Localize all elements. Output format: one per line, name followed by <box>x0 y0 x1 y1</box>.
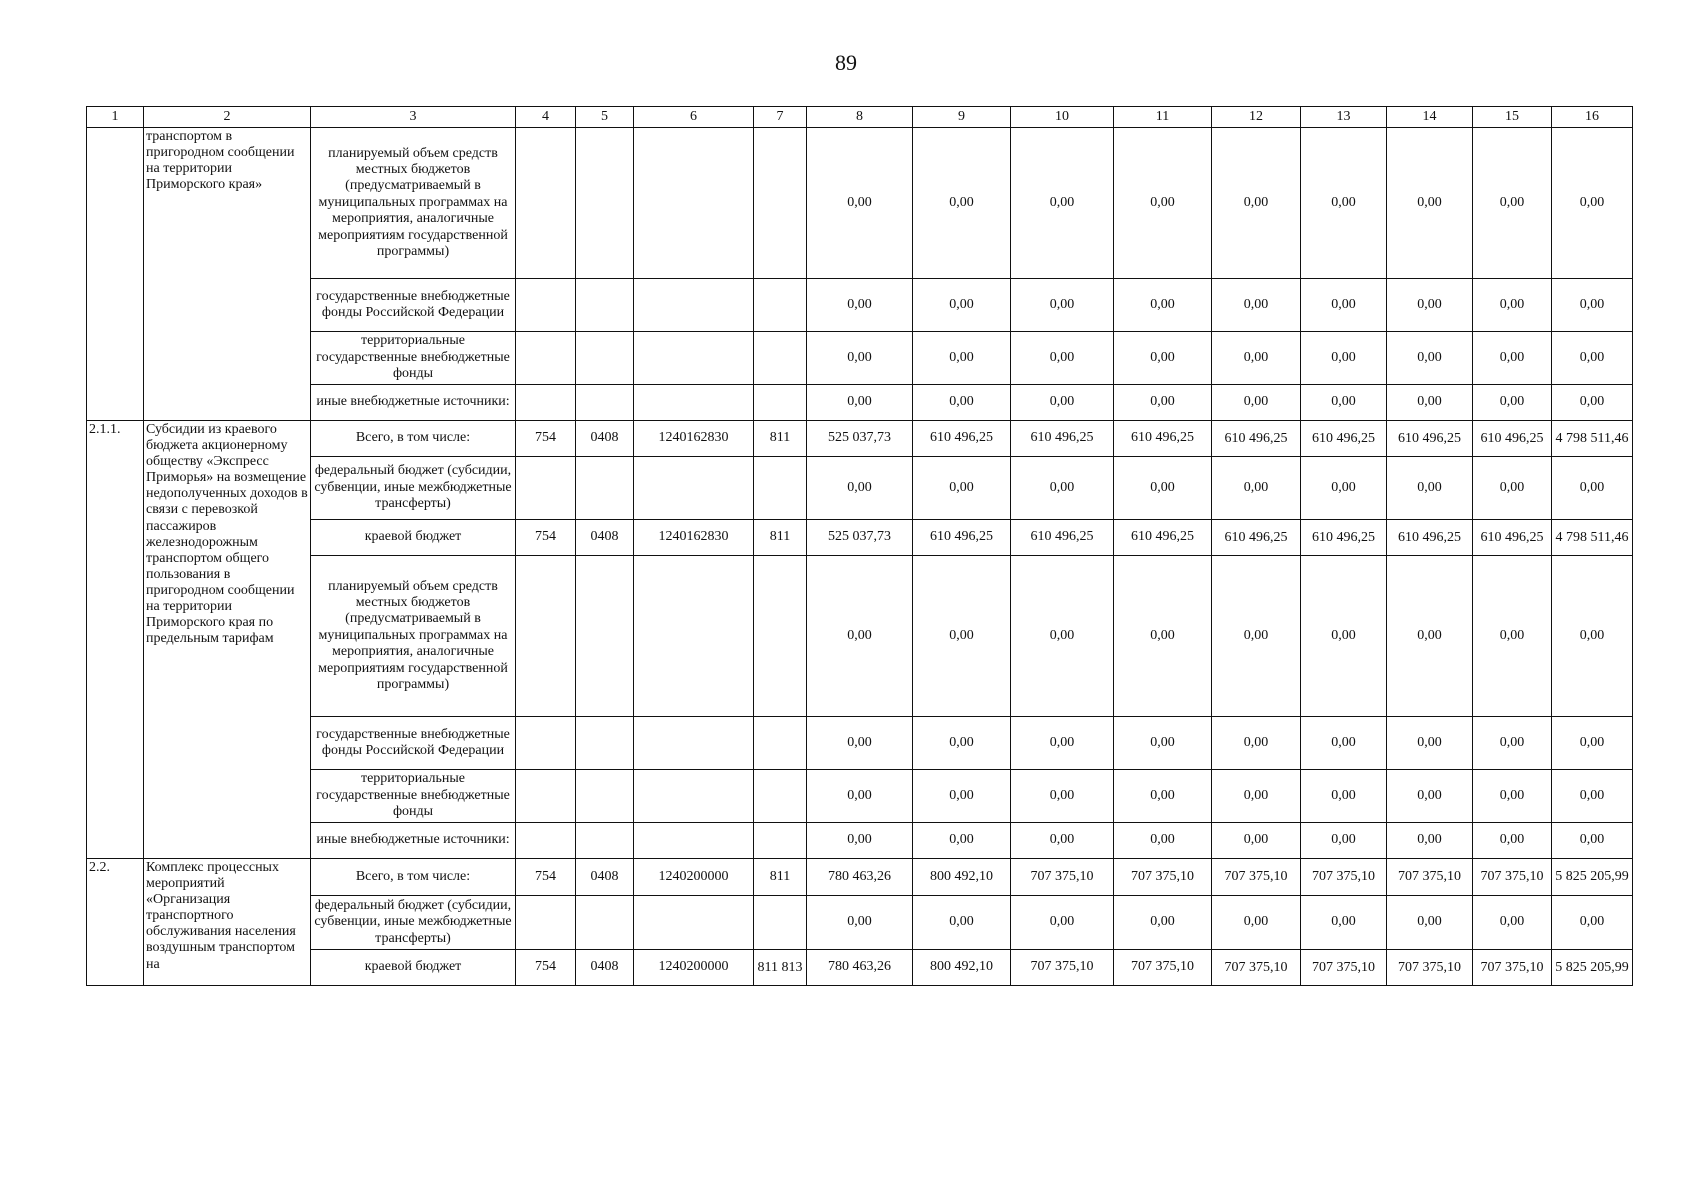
cell-col-6: 1240200000 <box>634 859 754 896</box>
cell-col-10: 0,00 <box>1011 128 1114 279</box>
cell-col-5 <box>576 770 634 823</box>
cell-col-15: 0,00 <box>1473 385 1552 421</box>
cell-col-16: 4 798 511,46 <box>1552 520 1633 556</box>
cell-col-4 <box>516 332 576 385</box>
budget-table <box>86 106 1633 986</box>
cell-col-12: 0,00 <box>1212 556 1301 717</box>
table-row <box>87 279 1633 332</box>
cell-col-11: 0,00 <box>1114 128 1212 279</box>
cell-col-7: 811 813 <box>754 950 807 986</box>
cell-col-4: 754 <box>516 859 576 896</box>
activity-name: Комплекс процессных мероприятий «Организация транспортного обслуживания населения воздушным транспортом на <box>144 859 311 986</box>
funding-source: краевой бюджет <box>311 520 516 556</box>
activity-name: Субсидии из краевого бюджета акционерному обществу «Экспресс Приморья» на возмещение недополученных доходов в связи с перевозкой пассажиров железнодорожным транспортом общего пользования в пригородном сообщении на территории Приморского края по предельным тарифам <box>144 421 311 859</box>
funding-source: федеральный бюджет (субсидии, субвенции, иные межбюджетные трансферты) <box>311 896 516 950</box>
funding-source: краевой бюджет <box>311 950 516 986</box>
cell-col-9: 0,00 <box>913 128 1011 279</box>
funding-source: государственные внебюджетные фонды Российской Федерации <box>311 279 516 332</box>
cell-col-13: 0,00 <box>1301 770 1387 823</box>
funding-source: Всего, в том числе: <box>311 859 516 896</box>
table-row <box>87 770 1633 823</box>
funding-source: иные внебюджетные источники: <box>311 823 516 859</box>
cell-col-11: 0,00 <box>1114 770 1212 823</box>
cell-col-16: 5 825 205,99 <box>1552 859 1633 896</box>
cell-col-13: 0,00 <box>1301 332 1387 385</box>
cell-col-7 <box>754 823 807 859</box>
table-row <box>87 128 1633 279</box>
cell-col-13: 610 496,25 <box>1301 520 1387 556</box>
table-row <box>87 385 1633 421</box>
cell-col-5: 0408 <box>576 520 634 556</box>
cell-col-11: 707 375,10 <box>1114 859 1212 896</box>
cell-col-12: 0,00 <box>1212 896 1301 950</box>
row-number <box>87 128 144 421</box>
cell-col-4 <box>516 896 576 950</box>
cell-col-7: 811 <box>754 421 807 457</box>
cell-col-10: 0,00 <box>1011 385 1114 421</box>
cell-col-16: 5 825 205,99 <box>1552 950 1633 986</box>
cell-col-9: 0,00 <box>913 457 1011 520</box>
funding-source: планируемый объем средств местных бюджетов (предусматриваемый в муниципальных программах на мероприятия, аналогичные мероприятиям государственной программы) <box>311 556 516 717</box>
funding-source: планируемый объем средств местных бюджетов (предусматриваемый в муниципальных программах на мероприятия, аналогичные мероприятиям государственной программы) <box>311 128 516 279</box>
column-header-15: 15 <box>1473 107 1552 128</box>
cell-col-5 <box>576 896 634 950</box>
cell-col-4 <box>516 385 576 421</box>
table-row <box>87 421 1633 457</box>
cell-col-9: 0,00 <box>913 332 1011 385</box>
cell-col-13: 0,00 <box>1301 279 1387 332</box>
cell-col-10: 0,00 <box>1011 556 1114 717</box>
cell-col-10: 0,00 <box>1011 770 1114 823</box>
cell-col-9: 800 492,10 <box>913 950 1011 986</box>
cell-col-12: 707 375,10 <box>1212 950 1301 986</box>
cell-col-12: 0,00 <box>1212 717 1301 770</box>
cell-col-5 <box>576 385 634 421</box>
cell-col-11: 0,00 <box>1114 457 1212 520</box>
cell-col-6 <box>634 770 754 823</box>
cell-col-7 <box>754 770 807 823</box>
cell-col-10: 0,00 <box>1011 457 1114 520</box>
table-row <box>87 520 1633 556</box>
cell-col-13: 610 496,25 <box>1301 421 1387 457</box>
cell-col-14: 0,00 <box>1387 332 1473 385</box>
cell-col-7 <box>754 128 807 279</box>
cell-col-4: 754 <box>516 520 576 556</box>
cell-col-4 <box>516 823 576 859</box>
cell-col-11: 0,00 <box>1114 385 1212 421</box>
column-header-11: 11 <box>1114 107 1212 128</box>
cell-col-8: 0,00 <box>807 385 913 421</box>
cell-col-6 <box>634 332 754 385</box>
cell-col-9: 0,00 <box>913 823 1011 859</box>
table-row <box>87 950 1633 986</box>
cell-col-7: 811 <box>754 859 807 896</box>
cell-col-6: 1240200000 <box>634 950 754 986</box>
table-row <box>87 859 1633 896</box>
cell-col-4 <box>516 457 576 520</box>
cell-col-16: 0,00 <box>1552 770 1633 823</box>
page-number: 89 <box>835 50 857 75</box>
cell-col-8: 0,00 <box>807 896 913 950</box>
cell-col-8: 0,00 <box>807 332 913 385</box>
cell-col-11: 0,00 <box>1114 332 1212 385</box>
cell-col-6 <box>634 896 754 950</box>
cell-col-12: 0,00 <box>1212 770 1301 823</box>
cell-col-14: 0,00 <box>1387 823 1473 859</box>
cell-col-6 <box>634 717 754 770</box>
cell-col-11: 707 375,10 <box>1114 950 1212 986</box>
cell-col-15: 0,00 <box>1473 279 1552 332</box>
cell-col-15: 707 375,10 <box>1473 950 1552 986</box>
cell-col-12: 0,00 <box>1212 385 1301 421</box>
cell-col-9: 0,00 <box>913 556 1011 717</box>
cell-col-11: 610 496,25 <box>1114 421 1212 457</box>
cell-col-10: 0,00 <box>1011 896 1114 950</box>
column-header-5: 5 <box>576 107 634 128</box>
funding-source: иные внебюджетные источники: <box>311 385 516 421</box>
cell-col-15: 610 496,25 <box>1473 520 1552 556</box>
cell-col-16: 0,00 <box>1552 128 1633 279</box>
cell-col-9: 0,00 <box>913 896 1011 950</box>
row-number: 2.1.1. <box>87 421 144 859</box>
cell-col-10: 707 375,10 <box>1011 859 1114 896</box>
cell-col-16: 0,00 <box>1552 896 1633 950</box>
cell-col-8: 0,00 <box>807 556 913 717</box>
cell-col-6 <box>634 556 754 717</box>
cell-col-8: 780 463,26 <box>807 859 913 896</box>
cell-col-11: 610 496,25 <box>1114 520 1212 556</box>
cell-col-15: 0,00 <box>1473 896 1552 950</box>
cell-col-11: 0,00 <box>1114 556 1212 717</box>
cell-col-11: 0,00 <box>1114 279 1212 332</box>
cell-col-7 <box>754 896 807 950</box>
cell-col-14: 0,00 <box>1387 770 1473 823</box>
cell-col-16: 0,00 <box>1552 457 1633 520</box>
cell-col-16: 4 798 511,46 <box>1552 421 1633 457</box>
cell-col-5: 0408 <box>576 859 634 896</box>
cell-col-13: 0,00 <box>1301 896 1387 950</box>
cell-col-11: 0,00 <box>1114 823 1212 859</box>
table-row <box>87 896 1633 950</box>
column-header-7: 7 <box>754 107 807 128</box>
cell-col-12: 0,00 <box>1212 279 1301 332</box>
cell-col-13: 0,00 <box>1301 823 1387 859</box>
cell-col-6: 1240162830 <box>634 520 754 556</box>
cell-col-12: 0,00 <box>1212 332 1301 385</box>
cell-col-10: 610 496,25 <box>1011 421 1114 457</box>
column-header-13: 13 <box>1301 107 1387 128</box>
column-header-9: 9 <box>913 107 1011 128</box>
cell-col-13: 0,00 <box>1301 457 1387 520</box>
cell-col-16: 0,00 <box>1552 385 1633 421</box>
cell-col-6 <box>634 823 754 859</box>
cell-col-7 <box>754 556 807 717</box>
cell-col-14: 0,00 <box>1387 279 1473 332</box>
cell-col-10: 0,00 <box>1011 717 1114 770</box>
column-header-6: 6 <box>634 107 754 128</box>
cell-col-14: 0,00 <box>1387 896 1473 950</box>
cell-col-14: 0,00 <box>1387 717 1473 770</box>
cell-col-7 <box>754 385 807 421</box>
funding-source: федеральный бюджет (субсидии, субвенции, иные межбюджетные трансферты) <box>311 457 516 520</box>
row-number: 2.2. <box>87 859 144 986</box>
cell-col-15: 0,00 <box>1473 457 1552 520</box>
cell-col-13: 0,00 <box>1301 128 1387 279</box>
cell-col-15: 610 496,25 <box>1473 421 1552 457</box>
cell-col-5 <box>576 457 634 520</box>
cell-col-8: 0,00 <box>807 128 913 279</box>
table-row <box>87 332 1633 385</box>
cell-col-12: 0,00 <box>1212 823 1301 859</box>
column-header-3: 3 <box>311 107 516 128</box>
cell-col-9: 0,00 <box>913 717 1011 770</box>
column-header-14: 14 <box>1387 107 1473 128</box>
cell-col-8: 525 037,73 <box>807 421 913 457</box>
cell-col-9: 0,00 <box>913 385 1011 421</box>
cell-col-6 <box>634 128 754 279</box>
cell-col-16: 0,00 <box>1552 332 1633 385</box>
cell-col-14: 0,00 <box>1387 457 1473 520</box>
cell-col-4 <box>516 556 576 717</box>
cell-col-7 <box>754 279 807 332</box>
cell-col-9: 0,00 <box>913 770 1011 823</box>
cell-col-4 <box>516 128 576 279</box>
cell-col-4 <box>516 279 576 332</box>
cell-col-14: 0,00 <box>1387 128 1473 279</box>
funding-source: государственные внебюджетные фонды Российской Федерации <box>311 717 516 770</box>
cell-col-16: 0,00 <box>1552 556 1633 717</box>
cell-col-12: 610 496,25 <box>1212 421 1301 457</box>
cell-col-13: 707 375,10 <box>1301 950 1387 986</box>
cell-col-4 <box>516 717 576 770</box>
column-header-10: 10 <box>1011 107 1114 128</box>
cell-col-7 <box>754 332 807 385</box>
cell-col-8: 0,00 <box>807 457 913 520</box>
column-header-4: 4 <box>516 107 576 128</box>
table-row <box>87 556 1633 717</box>
cell-col-9: 610 496,25 <box>913 421 1011 457</box>
column-header-16: 16 <box>1552 107 1633 128</box>
cell-col-13: 0,00 <box>1301 556 1387 717</box>
cell-col-10: 610 496,25 <box>1011 520 1114 556</box>
cell-col-11: 0,00 <box>1114 896 1212 950</box>
cell-col-6 <box>634 279 754 332</box>
cell-col-9: 800 492,10 <box>913 859 1011 896</box>
cell-col-12: 0,00 <box>1212 457 1301 520</box>
cell-col-6 <box>634 385 754 421</box>
cell-col-12: 610 496,25 <box>1212 520 1301 556</box>
cell-col-15: 0,00 <box>1473 556 1552 717</box>
cell-col-8: 0,00 <box>807 770 913 823</box>
cell-col-8: 525 037,73 <box>807 520 913 556</box>
cell-col-10: 0,00 <box>1011 332 1114 385</box>
cell-col-9: 0,00 <box>913 279 1011 332</box>
cell-col-5 <box>576 717 634 770</box>
activity-name: транспортом в пригородном сообщении на территории Приморского края» <box>144 128 311 421</box>
cell-col-14: 0,00 <box>1387 556 1473 717</box>
funding-source: Всего, в том числе: <box>311 421 516 457</box>
cell-col-16: 0,00 <box>1552 279 1633 332</box>
cell-col-14: 0,00 <box>1387 385 1473 421</box>
cell-col-7: 811 <box>754 520 807 556</box>
cell-col-15: 0,00 <box>1473 823 1552 859</box>
cell-col-14: 707 375,10 <box>1387 859 1473 896</box>
cell-col-13: 0,00 <box>1301 385 1387 421</box>
cell-col-14: 707 375,10 <box>1387 950 1473 986</box>
cell-col-6 <box>634 457 754 520</box>
column-header-2: 2 <box>144 107 311 128</box>
cell-col-13: 707 375,10 <box>1301 859 1387 896</box>
cell-col-4 <box>516 770 576 823</box>
cell-col-5 <box>576 128 634 279</box>
cell-col-10: 707 375,10 <box>1011 950 1114 986</box>
cell-col-5 <box>576 823 634 859</box>
cell-col-15: 0,00 <box>1473 717 1552 770</box>
cell-col-4: 754 <box>516 950 576 986</box>
cell-col-5: 0408 <box>576 421 634 457</box>
cell-col-16: 0,00 <box>1552 823 1633 859</box>
cell-col-8: 780 463,26 <box>807 950 913 986</box>
funding-source: территориальные государственные внебюджетные фонды <box>311 332 516 385</box>
cell-col-8: 0,00 <box>807 717 913 770</box>
column-header-12: 12 <box>1212 107 1301 128</box>
column-header-8: 8 <box>807 107 913 128</box>
cell-col-10: 0,00 <box>1011 279 1114 332</box>
cell-col-11: 0,00 <box>1114 717 1212 770</box>
cell-col-12: 707 375,10 <box>1212 859 1301 896</box>
cell-col-8: 0,00 <box>807 279 913 332</box>
cell-col-14: 610 496,25 <box>1387 421 1473 457</box>
cell-col-6: 1240162830 <box>634 421 754 457</box>
cell-col-13: 0,00 <box>1301 717 1387 770</box>
cell-col-12: 0,00 <box>1212 128 1301 279</box>
cell-col-16: 0,00 <box>1552 717 1633 770</box>
cell-col-7 <box>754 457 807 520</box>
cell-col-15: 707 375,10 <box>1473 859 1552 896</box>
cell-col-9: 610 496,25 <box>913 520 1011 556</box>
cell-col-10: 0,00 <box>1011 823 1114 859</box>
cell-col-8: 0,00 <box>807 823 913 859</box>
cell-col-7 <box>754 717 807 770</box>
cell-col-5 <box>576 279 634 332</box>
table-row <box>87 823 1633 859</box>
funding-source: территориальные государственные внебюджетные фонды <box>311 770 516 823</box>
cell-col-4: 754 <box>516 421 576 457</box>
cell-col-15: 0,00 <box>1473 332 1552 385</box>
cell-col-15: 0,00 <box>1473 770 1552 823</box>
cell-col-14: 610 496,25 <box>1387 520 1473 556</box>
column-header-1: 1 <box>87 107 144 128</box>
cell-col-5 <box>576 556 634 717</box>
table-row <box>87 717 1633 770</box>
cell-col-5 <box>576 332 634 385</box>
cell-col-5: 0408 <box>576 950 634 986</box>
table-row <box>87 457 1633 520</box>
column-header-row <box>87 107 1633 128</box>
cell-col-15: 0,00 <box>1473 128 1552 279</box>
